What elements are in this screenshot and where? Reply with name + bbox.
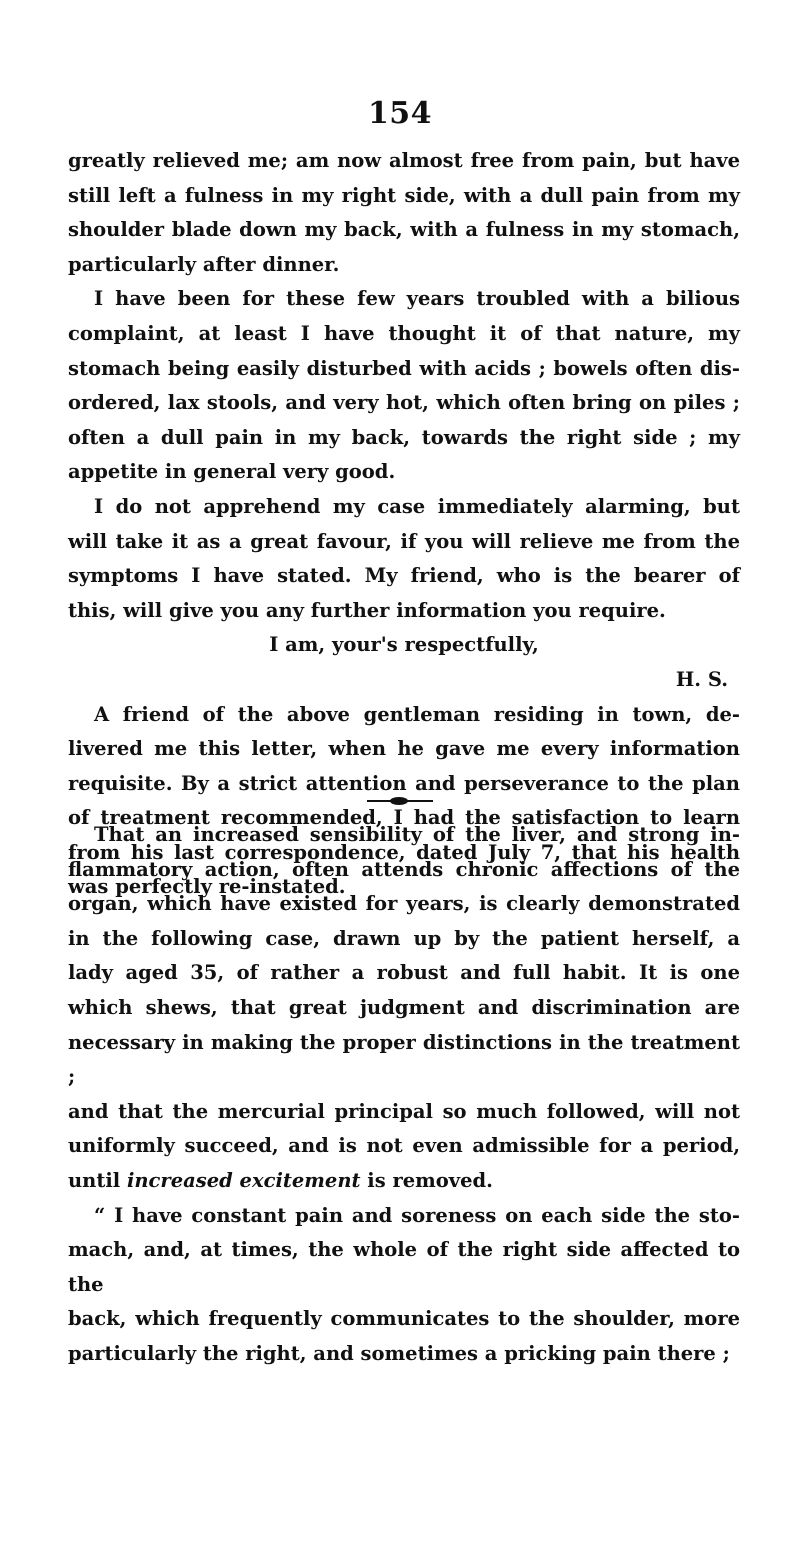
text-line: “ I have constant pain and soreness on each side the sto- [94, 1203, 740, 1227]
page-number: 154 [367, 96, 433, 131]
text-line: shoulder blade down my back, with a fulness in my stomach, [68, 218, 740, 242]
emphasized-text: increased excitement [126, 1168, 361, 1192]
text-line: and that the mercurial principal so much followed, will not [68, 1099, 740, 1123]
text-line: appetite in general very good. [68, 460, 396, 484]
text-line: back, which frequently communicates to the shoulder, more [68, 1307, 740, 1331]
text-line: from his last correspondence, dated July 7, that his health [68, 840, 740, 864]
text-line: mach, and, at times, the whole of the right side affected to the [68, 1238, 740, 1296]
text-line: lady aged 35, of rather a robust and full habit. It is one [68, 961, 740, 985]
text-line: organ, which have existed for years, is clearly demonstrated [68, 892, 740, 916]
text-line: A friend of the above gentleman residing in town, de- [94, 702, 740, 726]
text-line: was perfectly re-instated. [68, 875, 346, 899]
text-line: requisite. By a strict attention and perseverance to the plan [68, 771, 740, 795]
text-line: particularly the right, and sometimes a pricking pain there ; [68, 1341, 730, 1365]
text-span: is removed. [360, 1168, 493, 1192]
text-line: I have been for these few years troubled with a bilious [94, 287, 740, 311]
separator-ornament [390, 797, 408, 805]
text-line: which shews, that great judgment and discrimination are [68, 995, 740, 1019]
text-line: livered me this letter, when he gave me every information [68, 737, 740, 761]
text-line: often a dull pain in my back, towards the right side ; my [68, 425, 740, 449]
text-line: flammatory action, often attends chronic affections of the [68, 857, 740, 881]
text-line: I do not apprehend my case immediately alarming, but [94, 494, 740, 518]
letter-signature: H. S. [675, 667, 728, 691]
text-line: necessary in making the proper distinctions in the treatment ; [68, 1030, 740, 1089]
text-line: in the following case, drawn up by the patient herself, a [68, 926, 740, 950]
text-line: of treatment recommended, I had the satisfaction to learn [68, 806, 740, 830]
text-span: until [68, 1168, 127, 1192]
text-line: particularly after dinner. [68, 252, 340, 276]
text-line: stomach being easily disturbed with acids ; bowels often dis- [68, 356, 740, 380]
letter-closing: I am, your's respectfully, [269, 633, 539, 657]
text-line: symptoms I have stated. My friend, who is the bearer of [68, 564, 740, 588]
text-line [68, 1164, 740, 1199]
text-line: will take it as a great favour, if you will relieve me from the [68, 529, 740, 553]
text-block-bottom [68, 818, 740, 1372]
text-line: uniformly succeed, and is not even admissible for a period, [68, 1134, 740, 1158]
text-line: this, will give you any further information you require. [68, 598, 666, 622]
text-block-top [68, 144, 740, 905]
text-line: still left a fulness in my right side, with a dull pain from my [68, 183, 740, 207]
text-line: ordered, lax stools, and very hot, which often bring on piles ; [68, 391, 740, 415]
text-line: greatly relieved me; am now almost free from pain, but have [68, 149, 740, 172]
text-line: complaint, at least I have thought it of that nature, my [68, 321, 740, 345]
text-line: That an increased sensibility of the liver, and strong in- [94, 823, 740, 846]
section-separator [0, 796, 800, 806]
